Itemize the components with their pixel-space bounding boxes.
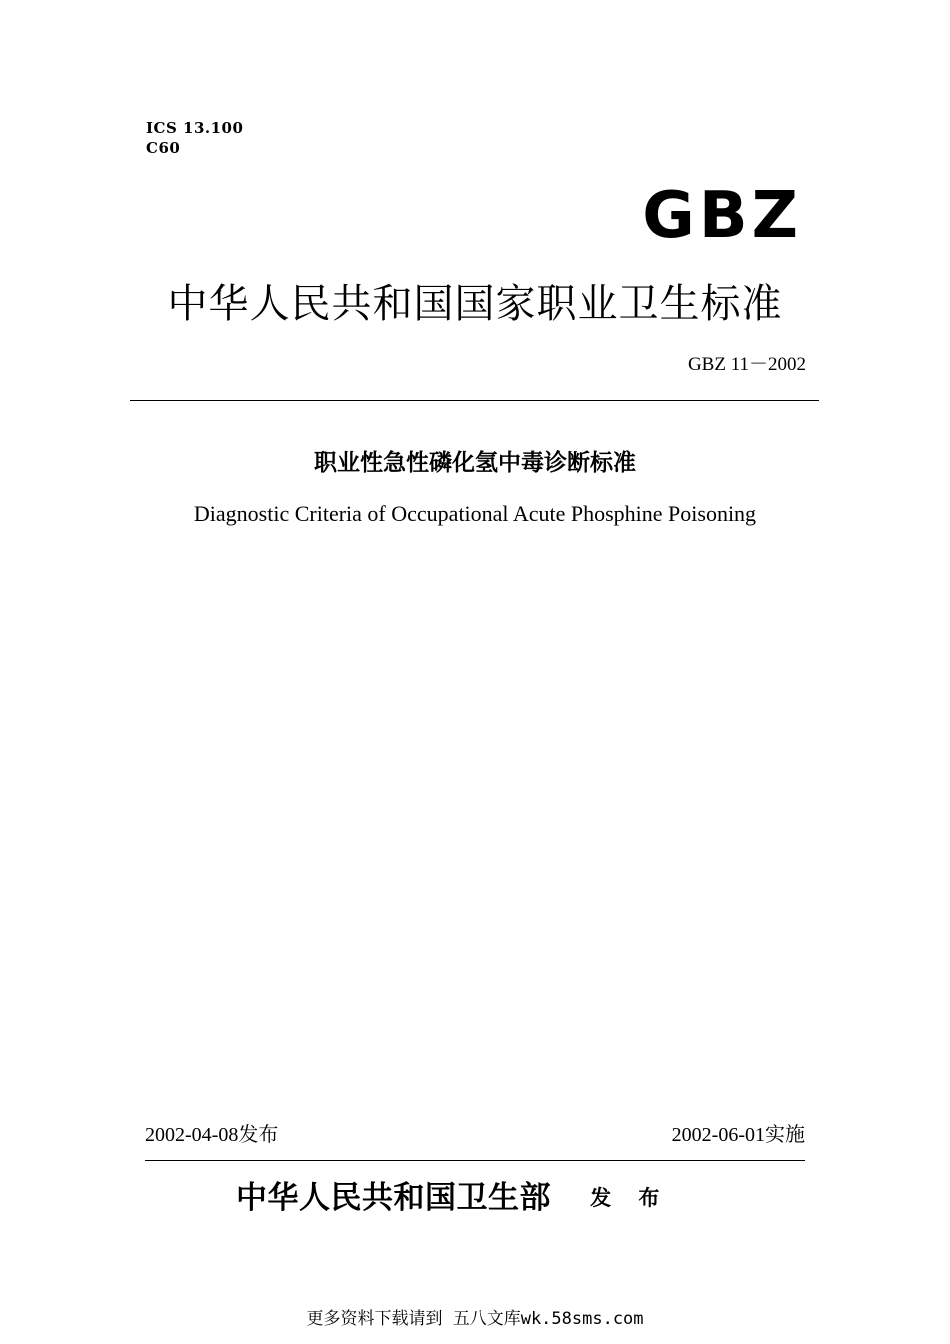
classification-codes xyxy=(146,118,243,158)
top-divider xyxy=(130,400,819,401)
publisher-row xyxy=(236,1176,669,1220)
title-english: Diagnostic Criteria of Occupational Acute Phosphine Poisoning xyxy=(193,501,757,526)
download-footer-note: 更多资料下载请到 五八文库wk.58sms.com xyxy=(306,1309,644,1329)
bottom-divider xyxy=(145,1160,805,1161)
issue-date: 2002-04-08发布 xyxy=(145,1124,279,1146)
ics-code: ICS 13.100 xyxy=(146,119,244,137)
standard-category: 中华人民共和国国家职业卫生标准 xyxy=(167,281,783,327)
ccs-code: C60 xyxy=(146,139,181,157)
publisher-name: 中华人民共和国卫生部 xyxy=(236,1180,551,1216)
standard-number: GBZ 11－2002 xyxy=(687,354,806,375)
title-chinese: 职业性急性磷化氢中毒诊断标准 xyxy=(314,450,636,476)
publish-label: 发 布 xyxy=(590,1186,670,1210)
implementation-date: 2002-06-01实施 xyxy=(671,1124,805,1146)
gbz-logo: GBZ xyxy=(642,179,802,253)
